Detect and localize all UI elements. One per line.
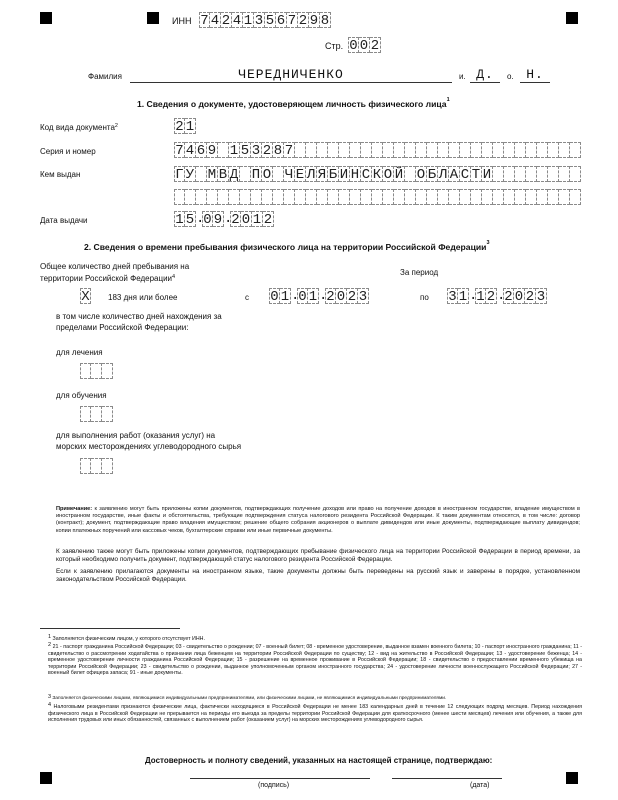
cell[interactable]: 0 (359, 38, 369, 54)
cell[interactable] (559, 142, 570, 158)
cell[interactable]: Б (328, 167, 338, 183)
cell[interactable]: В (218, 167, 228, 183)
days-option-text: 183 дня или более (108, 293, 178, 302)
cell[interactable] (471, 142, 482, 158)
cell[interactable]: 1 (243, 13, 253, 29)
remark-paragraph (56, 506, 580, 535)
cell[interactable] (80, 406, 91, 422)
section1-title (137, 99, 450, 109)
inn-cells[interactable] (199, 12, 331, 28)
cell[interactable] (449, 189, 460, 205)
cell[interactable]: 0 (203, 212, 212, 228)
cell[interactable] (102, 406, 113, 422)
cell[interactable] (570, 166, 581, 182)
cell[interactable]: М (207, 167, 217, 183)
doc-code-footnote-ref: 2 (114, 123, 118, 129)
page-label: Стр. (325, 41, 344, 51)
date-separator: . (196, 211, 205, 227)
cell[interactable]: 2 (175, 119, 184, 135)
cell[interactable]: 5 (240, 143, 250, 159)
cell[interactable]: 0 (336, 289, 346, 305)
cell[interactable] (559, 189, 570, 205)
cell[interactable] (548, 166, 559, 182)
cell[interactable] (493, 189, 504, 205)
cell[interactable] (306, 142, 317, 158)
cell[interactable] (416, 189, 427, 205)
page-cells[interactable] (348, 37, 381, 53)
cell[interactable]: О (262, 167, 272, 183)
cell[interactable] (471, 189, 482, 205)
cell[interactable] (361, 189, 372, 205)
cell[interactable] (526, 189, 537, 205)
cell[interactable]: Л (306, 167, 316, 183)
issue-date-cells[interactable] (174, 211, 274, 227)
cell[interactable]: Ч (284, 167, 294, 183)
section1-title-text: 1. Сведения о документе, удостоверяющем личность физического лица (137, 99, 447, 109)
cell[interactable]: Я (317, 167, 327, 183)
footnote-1-text: Заполняется физическим лицом, у которого отсутствует ИНН. (52, 636, 205, 642)
cell[interactable]: И (339, 167, 349, 183)
cell[interactable] (559, 166, 570, 182)
cell[interactable] (394, 189, 405, 205)
footnote-4: $^4$ Налоговыми резидентами признаются физические лица, фактически находящиеся в Российской Федерации не менее 183 календарных дней в течение 12 следующих подряд месяцев. Период нахождения физического лица в Российской Федерации не прерывается на периоды его выезда за пределы территории Российской Федерации для краткосрочного (менее шести месяцев) лечения или обучения, а также для исполнения трудовых или иных обязанностей, связанных с выполнением работ (оказанием услуг) на морских месторождениях углеводородного сырья. (48, 702, 582, 724)
cell[interactable] (295, 189, 306, 205)
cell[interactable]: 6 (276, 13, 286, 29)
cell[interactable] (218, 189, 229, 205)
cell[interactable] (405, 189, 416, 205)
cell[interactable] (240, 189, 251, 205)
cell[interactable] (383, 142, 394, 158)
cell[interactable]: 2 (262, 143, 272, 159)
cell[interactable]: 2 (370, 38, 380, 54)
cell[interactable]: 5 (265, 13, 275, 29)
cell[interactable]: К (372, 167, 382, 183)
cell[interactable]: 3 (358, 289, 368, 305)
date-separator: . (469, 288, 478, 304)
cell[interactable]: 1 (229, 143, 239, 159)
including-label-line2: пределами Российской Федерации: (56, 323, 189, 332)
cell[interactable] (493, 166, 504, 182)
cell[interactable] (229, 189, 240, 205)
signature-line[interactable] (190, 778, 370, 779)
cell[interactable] (350, 142, 361, 158)
cell[interactable] (427, 189, 438, 205)
days-label-line2 (40, 274, 175, 284)
footnote-3: $^3$ Заполняется физическими лицами, являющимися индивидуальными предпринимателями, или физическими лицами, не являющимися индивидуальными предпринимателями. (48, 694, 447, 701)
cell[interactable] (306, 189, 317, 205)
work-label-line2: морских месторождениях углеводородного сырья (56, 442, 242, 451)
cell[interactable] (482, 189, 493, 205)
cell[interactable] (515, 189, 526, 205)
initial-patronymic-field[interactable]: Н. (520, 68, 550, 83)
cell[interactable] (537, 189, 548, 205)
date-part-cells[interactable] (447, 288, 469, 304)
date-part-cells[interactable] (230, 211, 274, 227)
cell[interactable] (515, 166, 526, 182)
date-part-cells[interactable] (475, 288, 497, 304)
cell[interactable]: А (449, 167, 459, 183)
doc-code-label-text: Код вида документа (40, 123, 115, 132)
cell[interactable]: 1 (308, 289, 318, 305)
cell[interactable] (339, 142, 350, 158)
cell[interactable]: 3 (251, 143, 261, 159)
notes-paragraph-3: Если к заявлению прилагаются документы на иностранном языке, такие документы должны быть переведены на русский язык и заверены в порядке, установленном законодательством Российской Федерации. (56, 568, 580, 584)
date-part-cells[interactable] (503, 288, 547, 304)
date-part-cells[interactable] (174, 211, 196, 227)
cell[interactable] (284, 189, 295, 205)
cell[interactable]: И (482, 167, 492, 183)
cell[interactable]: 1 (252, 212, 262, 228)
days-label-line2-text: территории Российской Федерации (40, 274, 173, 283)
cell[interactable]: 9 (207, 143, 217, 159)
cell[interactable] (240, 166, 251, 182)
initial-name-field[interactable]: Д. (470, 68, 500, 83)
initial-name-label: и. (459, 72, 466, 81)
cell[interactable] (526, 142, 537, 158)
cell[interactable]: Г (175, 167, 184, 183)
cell[interactable] (196, 166, 207, 182)
corner-marker-bottom-right (566, 772, 578, 784)
cell[interactable]: 0 (298, 289, 307, 305)
work-days-cells[interactable] (80, 458, 113, 474)
cell[interactable] (394, 142, 405, 158)
treatment-label: для лечения (56, 348, 103, 357)
cell[interactable]: 9 (213, 212, 223, 228)
cell[interactable]: 5 (185, 212, 195, 228)
date-part-cells[interactable] (202, 211, 224, 227)
footnote-3-text: Заполняется физическими лицами, являющимися индивидуальными предпринимателями, или физическими лицами, не являющимися индивидуальными предпринимателями. (52, 696, 447, 701)
date-caption: (дата) (470, 782, 490, 789)
issued-by-cells-row2[interactable] (174, 189, 581, 205)
corner-marker-top-right (566, 12, 578, 24)
cell[interactable] (449, 142, 460, 158)
cell[interactable] (80, 363, 91, 379)
remark-text: к заявлению могут быть приложены копии документов, подтверждающих получение доходов или право на получение доходов в иностранном государстве, владение имуществом в иностранном государстве, иные факты и обстоятельства, требующие подтверждения статуса налогового резидента Российской Федерации. К таким документам относятся, в том числе: договор (контракт); документ, подтверждающие право владения имуществом; решение общего собрания акционеров о выплате дивидендов или иные документы, подтверждающие выплату дивидендов; копии платежных поручений или кассовых чеков, бухгалтерские справки или иные первичные документы. (56, 506, 580, 534)
cell[interactable]: 7 (284, 143, 294, 159)
cell[interactable] (548, 142, 559, 158)
series-label: Серия и номер (40, 147, 96, 156)
cell[interactable]: 0 (270, 289, 279, 305)
cell[interactable]: Т (471, 167, 481, 183)
section2-title-text: 2. Сведения о времени пребывания физического лица на территории Российской Федерации (84, 242, 487, 252)
cell[interactable]: С (460, 167, 470, 183)
date-to-cells[interactable] (447, 288, 547, 304)
cell[interactable]: 2 (231, 212, 240, 228)
cell[interactable] (482, 142, 493, 158)
cell[interactable]: Л (438, 167, 448, 183)
date-separator: . (224, 211, 233, 227)
days-checkbox[interactable] (80, 288, 91, 304)
cell[interactable] (339, 189, 350, 205)
cell[interactable]: 1 (476, 289, 485, 305)
cell[interactable]: 3 (254, 13, 264, 29)
cell[interactable] (460, 189, 471, 205)
date-line[interactable] (392, 778, 502, 779)
cell[interactable] (91, 458, 102, 474)
footnote-separator (40, 628, 180, 629)
cell[interactable] (328, 142, 339, 158)
signature-title: Достоверность и полноту сведений, указанных на настоящей странице, подтверждаю: (145, 756, 493, 765)
cell[interactable]: 0 (241, 212, 251, 228)
study-days-cells[interactable] (80, 406, 113, 422)
cell[interactable] (218, 142, 229, 158)
cell[interactable] (504, 142, 515, 158)
cell[interactable] (262, 189, 273, 205)
cell[interactable]: Д (229, 167, 239, 183)
cell[interactable] (185, 189, 196, 205)
cell[interactable] (91, 406, 102, 422)
date-from-cells[interactable] (269, 288, 369, 304)
surname-label: Фамилия (88, 72, 122, 81)
cell[interactable] (196, 189, 207, 205)
days-label-footnote-ref: 4 (172, 274, 176, 280)
from-label: с (245, 293, 249, 302)
corner-marker-top-left (40, 12, 52, 24)
footnote-2: $^2$ 21 - паспорт гражданина Российской Федерации; 03 - свидетельство о рождении; 07 - военный билет; 08 - временное удостоверение, выданное взамен военного билета; 10 - паспорт иностранного гражданина; 11 - свидетельство о рассмотрении ходатайства о признании лица беженцем на территории Российской Федерации по существу; 12 - вид на жительство в Российской Федерации; 13 - удостоверение беженца; 14 - временное удостоверение личности гражданина Российской Федерации; 15 - разрешение на временное проживание в Российской Федерации; 18 - свидетельство о предоставлении временного убежища на территории Российской Федерации; 23 - свидетельство о рождении, выданное уполномоченным органом иностранного государства; 24 - удостоверение личности военнослужащего Российской Федерации; 27 - военный билет офицера запаса; 91 - иные документы. (48, 642, 582, 677)
cell[interactable] (295, 142, 306, 158)
cell[interactable]: Н (350, 167, 360, 183)
initial-patronymic-label: о. (507, 72, 514, 81)
section2-title-footnote-ref: 3 (486, 240, 490, 246)
to-label: по (420, 293, 429, 302)
cell[interactable] (537, 142, 548, 158)
cell[interactable] (460, 142, 471, 158)
corner-marker-top-middle (147, 12, 159, 24)
cell[interactable] (372, 142, 383, 158)
cell[interactable] (438, 189, 449, 205)
cell[interactable]: 3 (536, 289, 546, 305)
series-cells[interactable] (174, 142, 581, 158)
cell[interactable]: Й (394, 167, 404, 183)
cell[interactable]: Е (295, 167, 305, 183)
cell[interactable]: 2 (347, 289, 357, 305)
issued-by-cells-row1[interactable] (174, 166, 581, 182)
cell[interactable] (570, 189, 581, 205)
date-part-cells[interactable] (269, 288, 291, 304)
cell[interactable] (526, 166, 537, 182)
date-separator: . (319, 288, 328, 304)
inn-label: ИНН (172, 16, 192, 26)
cell[interactable] (493, 142, 504, 158)
cell[interactable] (383, 189, 394, 205)
section2-title (84, 242, 490, 252)
cell[interactable] (427, 142, 438, 158)
cell[interactable] (102, 363, 113, 379)
cell[interactable]: 2 (221, 13, 231, 29)
date-separator: . (291, 288, 300, 304)
cell[interactable]: О (416, 167, 426, 183)
including-label-line1: в том числе количество дней нахождения за (56, 312, 222, 321)
cell[interactable]: 4 (210, 13, 220, 29)
cell[interactable]: 0 (349, 38, 358, 54)
cell[interactable]: 8 (320, 13, 330, 29)
cell[interactable] (570, 142, 581, 158)
cell[interactable]: У (185, 167, 195, 183)
cell[interactable] (515, 142, 526, 158)
cell[interactable] (438, 142, 449, 158)
cell[interactable] (317, 142, 328, 158)
cell[interactable]: 1 (280, 289, 290, 305)
cell[interactable] (328, 189, 339, 205)
cell[interactable] (405, 166, 416, 182)
corner-marker-bottom-left (40, 772, 52, 784)
period-label: За период (400, 268, 439, 277)
cell[interactable]: П (251, 167, 261, 183)
date-separator: . (497, 288, 506, 304)
cell[interactable]: 2 (326, 289, 335, 305)
cell[interactable]: 6 (196, 143, 206, 159)
cell[interactable]: 9 (309, 13, 319, 29)
cell[interactable] (273, 189, 284, 205)
cell[interactable] (361, 142, 372, 158)
cell[interactable]: 7 (287, 13, 297, 29)
cell[interactable]: 1 (175, 212, 184, 228)
surname-field[interactable]: ЧЕРЕДНИЧЕНКО (130, 68, 452, 83)
cell[interactable] (504, 189, 515, 205)
cell[interactable]: О (383, 167, 393, 183)
cell[interactable] (102, 458, 113, 474)
cell[interactable] (251, 189, 262, 205)
treatment-days-cells[interactable] (80, 363, 113, 379)
cell[interactable] (372, 189, 383, 205)
cell[interactable]: 3 (448, 289, 457, 305)
cell[interactable]: 4 (185, 143, 195, 159)
days-label-line1: Общее количество дней пребывания на (40, 262, 190, 271)
cell[interactable]: X (81, 289, 90, 305)
cell[interactable]: 2 (504, 289, 513, 305)
cell[interactable]: 2 (263, 212, 273, 228)
cell[interactable]: 2 (486, 289, 496, 305)
footnote-1: $^1$ Заполняется физическим лицом, у которого отсутствует ИНН. (48, 634, 205, 642)
issued-by-label: Кем выдан (40, 170, 81, 179)
cell[interactable] (317, 189, 328, 205)
cell[interactable] (537, 166, 548, 182)
cell[interactable] (207, 189, 218, 205)
doc-code-cells[interactable] (174, 118, 196, 134)
cell[interactable]: 1 (458, 289, 468, 305)
footnote-2-text: 21 - паспорт гражданина Российской Федерации; 03 - свидетельство о рождении; 07 - военный билет; 08 - временное удостоверение, выданное взамен военного билета; 10 - паспорт иностранного гражданина; 11 - свидетельство о рассмотрении ходатайства о признании лица беженцем на территории Российской Федерации по существу; 12 - вид на жительство в Российской Федерации; 13 - удостоверение беженца; 14 - временное удостоверение личности гражданина Российской Федерации; 15 - разрешение на временное проживание в Российской Федерации; 18 - свидетельство о предоставлении временного убежища на территории Российской Федерации; 23 - свидетельство о рождении, выданное уполномоченным органом иностранного государства; 24 - удостоверение личности военнослужащего Российской Федерации; 27 - военный билет офицера запаса; 91 - иные документы. (48, 644, 582, 677)
cell[interactable]: С (361, 167, 371, 183)
cell[interactable] (548, 189, 559, 205)
remark-label: Примечание: (56, 506, 93, 512)
date-part-cells[interactable] (297, 288, 319, 304)
cell[interactable] (91, 363, 102, 379)
cell[interactable]: 2 (298, 13, 308, 29)
cell[interactable] (80, 458, 91, 474)
cell[interactable]: 1 (185, 119, 195, 135)
study-label: для обучения (56, 391, 107, 400)
cell[interactable] (405, 142, 416, 158)
cell[interactable]: 8 (273, 143, 283, 159)
doc-code-label (40, 123, 118, 133)
cell[interactable] (504, 166, 515, 182)
date-part-cells[interactable] (325, 288, 369, 304)
footnote-4-text: Налоговыми резидентами признаются физические лица, фактически находящиеся в Российской Федерации не менее 183 календарных дней в течение 12 следующих подряд месяцев. Период нахождения физического лица в Российской Федерации не прерывается на периоды его выезда за пределы территории Российской Федерации для краткосрочного (менее шести месяцев) лечения или обучения, а также для исполнения трудовых или иных обязанностей, связанных с выполнением работ (оказанием услуг) на морских месторождениях углеводородного сырья. (48, 704, 582, 724)
cell[interactable] (350, 189, 361, 205)
cell[interactable]: 0 (514, 289, 524, 305)
cell[interactable]: 7 (200, 13, 209, 29)
cell[interactable]: 2 (525, 289, 535, 305)
cell[interactable] (273, 166, 284, 182)
signature-caption: (подпись) (258, 782, 290, 789)
cell[interactable] (174, 189, 185, 205)
cell[interactable]: 7 (175, 143, 184, 159)
section1-title-footnote-ref: 1 (446, 97, 450, 103)
cell[interactable]: 4 (232, 13, 242, 29)
notes-paragraph-2: К заявлению также могут быть приложены копии документов, подтверждающих пребывание физического лица на территории Российской Федерации в период времени, за который необходимо получить документ, подтверждающий статус налогового резидента Российской Федерации. (56, 548, 580, 564)
cell[interactable] (416, 142, 427, 158)
issue-date-label: Дата выдачи (40, 216, 88, 225)
cell[interactable]: Б (427, 167, 437, 183)
work-label-line1: для выполнения работ (оказания услуг) на (56, 431, 216, 440)
